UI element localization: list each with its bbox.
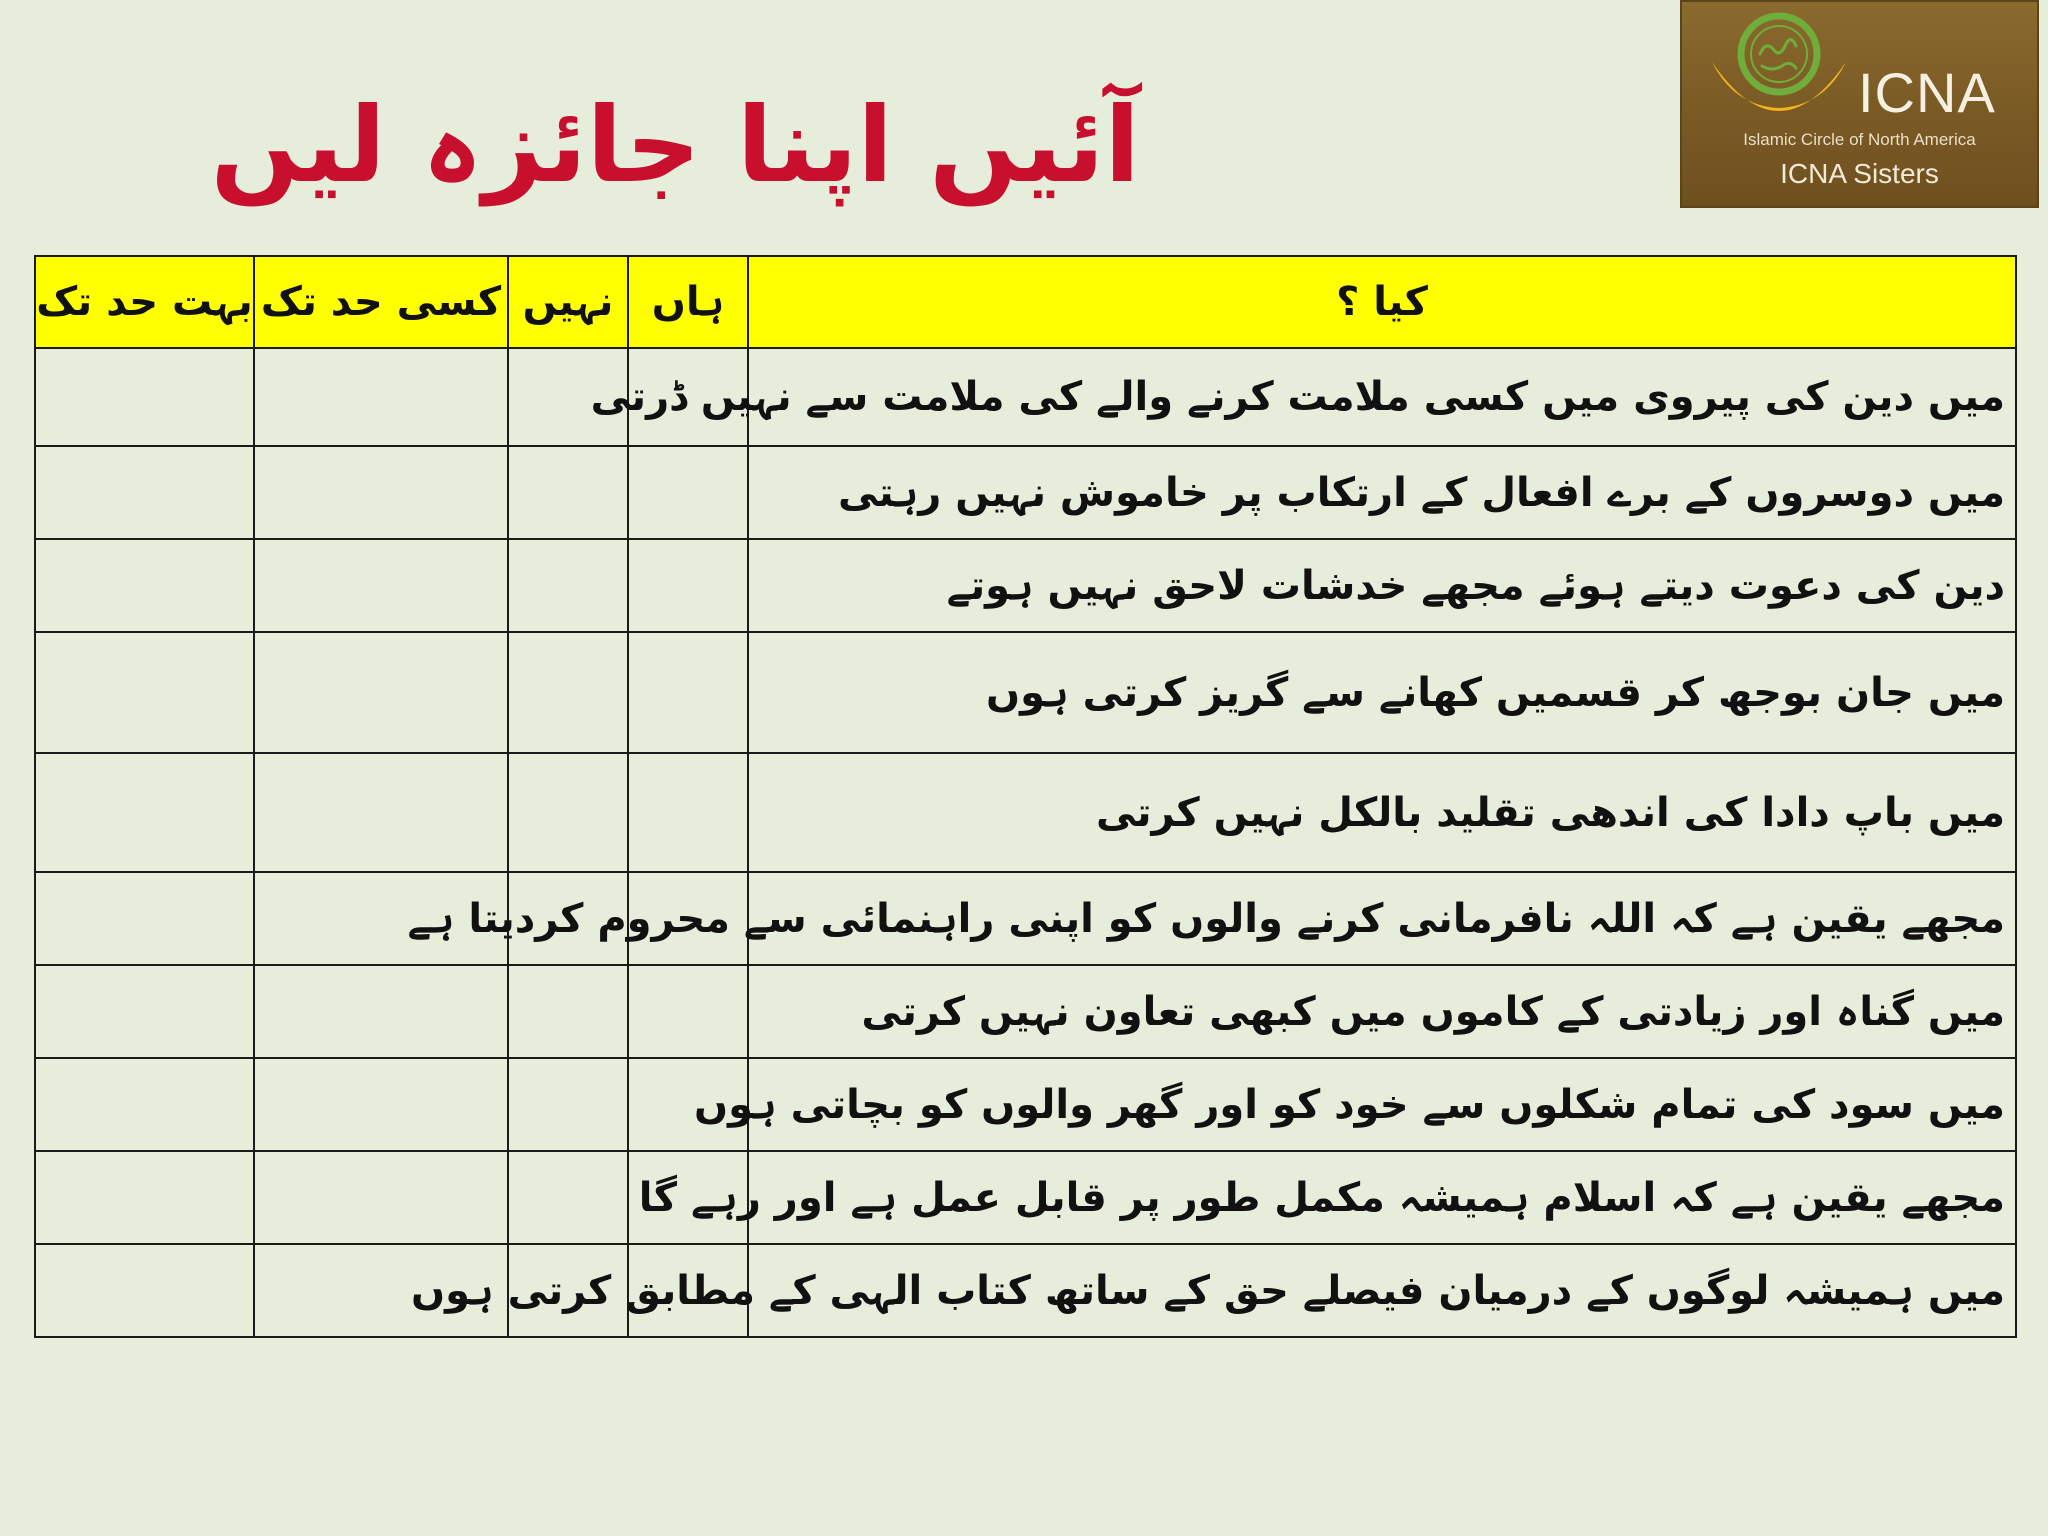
icna-logo	[1680, 0, 2039, 208]
table-row	[35, 632, 2016, 753]
question-cell: میں سود کی تمام شکلوں سے خود کو اور گھر والوں کو بچاتی ہوں	[748, 1058, 2016, 1151]
table-row	[35, 1151, 2016, 1244]
answer-cell-no[interactable]	[508, 539, 628, 632]
answer-cell-somewhat[interactable]	[254, 965, 508, 1058]
answer-cell-very-much[interactable]	[35, 632, 254, 753]
table-row	[35, 1058, 2016, 1151]
answer-cell-yes[interactable]	[628, 539, 748, 632]
header-very-much: بہت حد تک	[35, 256, 254, 348]
table-header-row	[35, 256, 2016, 348]
answer-cell-no[interactable]	[508, 965, 628, 1058]
self-assessment-table	[34, 255, 2017, 1338]
answer-cell-somewhat[interactable]	[254, 1151, 508, 1244]
calligraphy-emblem-icon	[1704, 10, 1854, 128]
logo-name: ICNA	[1858, 61, 1996, 124]
answer-cell-somewhat[interactable]	[254, 632, 508, 753]
answer-cell-no[interactable]	[508, 1058, 628, 1151]
answer-cell-very-much[interactable]	[35, 539, 254, 632]
answer-cell-somewhat[interactable]	[254, 1058, 508, 1151]
question-cell: مجھے یقین ہے کہ اللہ نافرمانی کرنے والوں کو اپنی راہنمائی سے محروم کردیتا ہے	[748, 872, 2016, 965]
answer-cell-somewhat[interactable]	[254, 446, 508, 539]
answer-cell-very-much[interactable]	[35, 965, 254, 1058]
answer-cell-yes[interactable]	[628, 632, 748, 753]
table-row	[35, 965, 2016, 1058]
answer-cell-somewhat[interactable]	[254, 753, 508, 872]
logo-subtitle: ICNA Sisters	[1780, 158, 1939, 189]
answer-cell-somewhat[interactable]	[254, 348, 508, 446]
answer-cell-no[interactable]	[508, 753, 628, 872]
table-row	[35, 348, 2016, 446]
answer-cell-yes[interactable]	[628, 965, 748, 1058]
header-yes: ہاں	[628, 256, 748, 348]
answer-cell-no[interactable]	[508, 446, 628, 539]
answer-cell-yes[interactable]	[628, 446, 748, 539]
answer-cell-somewhat[interactable]	[254, 539, 508, 632]
answer-cell-very-much[interactable]	[35, 753, 254, 872]
table-row	[35, 872, 2016, 965]
logo-tagline: Islamic Circle of North America	[1743, 130, 1976, 149]
answer-cell-no[interactable]	[508, 632, 628, 753]
table-row	[35, 753, 2016, 872]
table-row	[35, 539, 2016, 632]
question-cell: دین کی دعوت دیتے ہوئے مجھے خدشات لاحق نہیں ہوتے	[748, 539, 2016, 632]
answer-cell-yes[interactable]	[628, 753, 748, 872]
header-question: کیا ؟	[748, 256, 2016, 348]
answer-cell-very-much[interactable]	[35, 1058, 254, 1151]
question-cell: میں ہمیشہ لوگوں کے درمیان فیصلے حق کے ساتھ کتاب الہی کے مطابق کرتی ہوں	[748, 1244, 2016, 1337]
header-somewhat: کسی حد تک	[254, 256, 508, 348]
table-row	[35, 1244, 2016, 1337]
question-cell: میں گناہ اور زیادتی کے کاموں میں کبھی تعاون نہیں کرتی	[748, 965, 2016, 1058]
question-cell: میں باپ دادا کی اندھی تقلید بالکل نہیں کرتی	[748, 753, 2016, 872]
question-cell: میں جان بوجھ کر قسمیں کھانے سے گریز کرتی ہوں	[748, 632, 2016, 753]
answer-cell-very-much[interactable]	[35, 446, 254, 539]
table-row	[35, 446, 2016, 539]
question-cell: میں دوسروں کے برے افعال کے ارتکاب پر خاموش نہیں رہتی	[748, 446, 2016, 539]
answer-cell-very-much[interactable]	[35, 1151, 254, 1244]
answer-cell-very-much[interactable]	[35, 348, 254, 446]
answer-cell-no[interactable]	[508, 1151, 628, 1244]
question-cell: مجھے یقین ہے کہ اسلام ہمیشہ مکمل طور پر قابل عمل ہے اور رہے گا	[748, 1151, 2016, 1244]
question-cell: میں دین کی پیروی میں کسی ملامت کرنے والے کی ملامت سے نہیں ڈرتی	[748, 348, 2016, 446]
answer-cell-very-much[interactable]	[35, 1244, 254, 1337]
answer-cell-very-much[interactable]	[35, 872, 254, 965]
header-no: نہیں	[508, 256, 628, 348]
page-title: آئیں اپنا جائزہ لیں	[210, 84, 1140, 206]
